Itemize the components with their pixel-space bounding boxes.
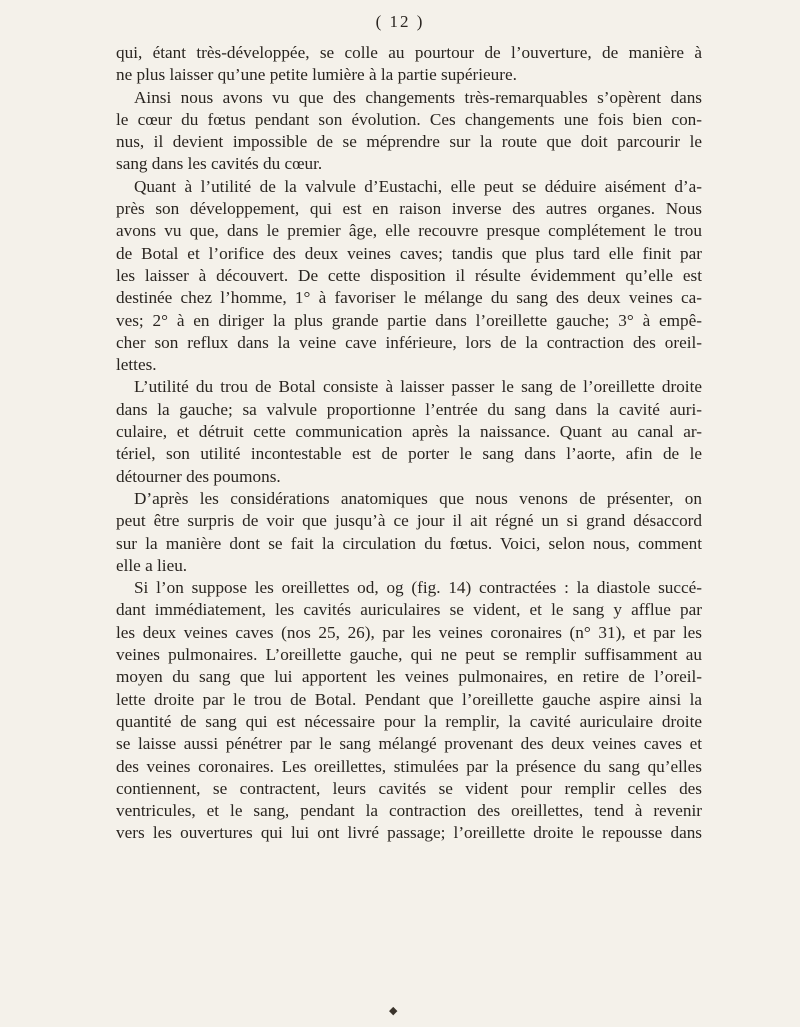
text-line: Ainsi nous avons vu que des changements très-remarquables s’opèrent dans: [134, 87, 702, 107]
text-line: ves; 2° à en diriger la plus grande partie dans l’oreillette gauche; 3° à empê-: [116, 310, 702, 330]
text-line: elle a lieu.: [116, 555, 188, 575]
text-line: Si l’on suppose les oreillettes od, og (fig. 14) contractées : la diastole succé-: [134, 578, 702, 598]
text-line: le cœur du fœtus pendant son évolution. Ces changements une fois bien con-: [116, 109, 702, 129]
page-number: ( 12 ): [375, 12, 425, 31]
text-line: cher son reflux dans la veine cave inférieure, lors de la contraction des oreil-: [116, 332, 702, 352]
text-line: lette droite par le trou de Botal. Pendant que l’oreillette gauche aspire ainsi la: [116, 689, 702, 709]
text-line: L’utilité du trou de Botal consiste à laisser passer le sang de l’oreillette droite: [134, 377, 702, 397]
ornament-mark: ◆: [389, 1004, 398, 1017]
text-line: moyen du sang que lui apportent les veines pulmonaires, en retire de l’oreil-: [116, 667, 702, 687]
text-line: qui, étant très-développée, se colle au pourtour de l’ouverture, de manière à: [116, 43, 702, 62]
text-line: culaire, et détruit cette communication après la naissance. Quant au canal ar-: [116, 422, 702, 442]
text-line: les laisser à découvert. De cette disposition il résulte évidemment qu’elle est: [116, 265, 702, 285]
text-line: sang dans les cavités du cœur.: [116, 154, 323, 174]
text-line: détourner des poumons.: [116, 466, 281, 486]
text-line: tériel, son utilité incontestable est de porter le sang dans l’aorte, afin de le: [116, 444, 702, 464]
text-line: avons vu que, dans le premier âge, elle recouvre presque complétement le trou: [116, 221, 702, 241]
text-line: ne plus laisser qu’une petite lumière à la partie supérieure.: [116, 65, 517, 85]
text-line: ventricules, et le sang, pendant la contraction des oreillettes, tend à revenir: [116, 801, 702, 821]
text-line: peut être surpris de voir que jusqu’à ce jour il ait régné un si grand désaccord: [116, 511, 702, 531]
text-line: veines pulmonaires. L’oreillette gauche, qui ne peut se remplir suffisamment au: [116, 645, 702, 665]
text-line: les deux veines caves (nos 25, 26), par les veines coronaires (n° 31), et par les: [116, 622, 702, 642]
text-line: dant immédiatement, les cavités auriculaires se vident, et le sang y afflue par: [116, 600, 702, 620]
text-line: vers les ouvertures qui lui ont livré passage; l’oreillette droite le repousse dans: [116, 823, 702, 843]
body-text: [116, 42, 702, 845]
text-line: sur la manière dont se fait la circulation du fœtus. Voici, selon nous, comment: [116, 533, 702, 553]
text-line: destinée chez l’homme, 1° à favoriser le mélange du sang des deux veines ca-: [116, 288, 702, 308]
text-line: nus, il devient impossible de se méprendre sur la route que doit parcourir le: [116, 132, 702, 152]
text-line: quantité de sang qui est nécessaire pour la remplir, la cavité auriculaire droite: [116, 711, 702, 731]
text-line: lettes.: [116, 355, 157, 375]
text-line: D’après les considérations anatomiques que nous venons de présenter, on: [134, 488, 702, 508]
text-line: des veines coronaires. Les oreillettes, stimulées par la présence du sang qu’elles: [116, 756, 702, 776]
text-line: Quant à l’utilité de la valvule d’Eustachi, elle peut se déduire aisément d’a-: [134, 176, 702, 196]
text-line: dans la gauche; sa valvule proportionne l’entrée du sang dans la cavité auri-: [116, 399, 702, 419]
text-line: de Botal et l’orifice des deux veines caves; tandis que plus tard elle finit par: [116, 243, 702, 263]
text-line: se laisse aussi pénétrer par le sang mélangé provenant des deux veines caves et: [116, 734, 702, 754]
text-line: près son développement, qui est en raison inverse des autres organes. Nous: [116, 199, 702, 219]
text-line: contiennent, se contractent, leurs cavités se vident pour remplir celles des: [116, 778, 702, 798]
